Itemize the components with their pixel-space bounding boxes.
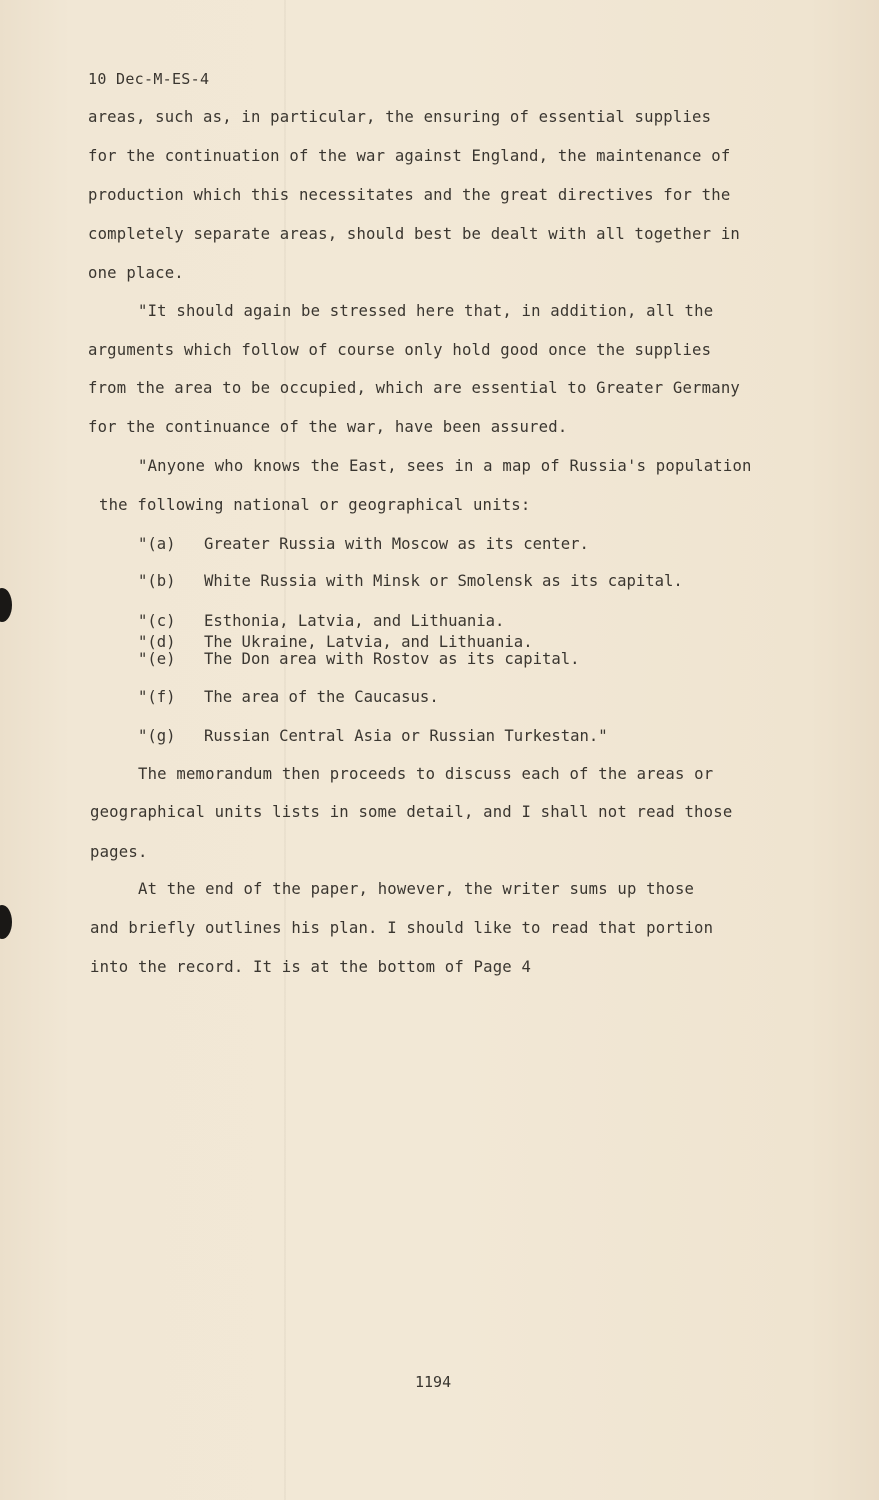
- list-item-marker: "(b): [138, 572, 176, 590]
- binder-hole: [0, 905, 12, 939]
- text-line: and briefly outlines his plan. I should like to read that portion: [90, 919, 714, 937]
- text-line: into the record. It is at the bottom of Page 4: [90, 958, 532, 976]
- text-line: geographical units lists in some detail, and I shall not read those: [90, 803, 733, 821]
- list-item-marker: "(f): [138, 688, 176, 706]
- document-header: 10 Dec-M-ES-4: [88, 70, 210, 88]
- text-line: pages.: [90, 843, 148, 861]
- list-item: Esthonia, Latvia, and Lithuania.: [204, 612, 505, 630]
- binder-hole: [0, 588, 12, 622]
- list-item: The Don area with Rostov as its capital.: [204, 650, 580, 668]
- text-line: for the continuance of the war, have been assured.: [88, 418, 568, 436]
- text-line: the following national or geographical units:: [99, 496, 531, 514]
- text-line: The memorandum then proceeds to discuss each of the areas or: [138, 765, 714, 783]
- page-number: 1194: [415, 1373, 452, 1391]
- list-item-marker: "(g): [138, 727, 176, 745]
- list-item-marker: "(a): [138, 535, 176, 553]
- text-line: areas, such as, in particular, the ensuring of essential supplies: [88, 108, 712, 126]
- list-item: Russian Central Asia or Russian Turkestan.": [204, 727, 608, 745]
- text-line: arguments which follow of course only hold good once the supplies: [88, 341, 712, 359]
- text-line: "It should again be stressed here that, in addition, all the: [138, 302, 714, 320]
- list-item: The Ukraine, Latvia, and Lithuania.: [204, 633, 533, 651]
- text-line: from the area to be occupied, which are essential to Greater Germany: [88, 379, 740, 397]
- list-item-marker: "(c): [138, 612, 176, 630]
- text-line: for the continuation of the war against England, the maintenance of: [88, 147, 731, 165]
- list-item: The area of the Caucasus.: [204, 688, 439, 706]
- text-line: At the end of the paper, however, the writer sums up those: [138, 880, 695, 898]
- list-item-marker: "(e): [138, 650, 176, 668]
- text-line: one place.: [88, 264, 184, 282]
- list-item: Greater Russia with Moscow as its center.: [204, 535, 589, 553]
- text-line: production which this necessitates and the great directives for the: [88, 186, 731, 204]
- text-line: "Anyone who knows the East, sees in a map of Russia's population: [138, 457, 752, 475]
- text-line: completely separate areas, should best be dealt with all together in: [88, 225, 740, 243]
- list-item: White Russia with Minsk or Smolensk as its capital.: [204, 572, 683, 590]
- list-item-marker: "(d): [138, 633, 176, 651]
